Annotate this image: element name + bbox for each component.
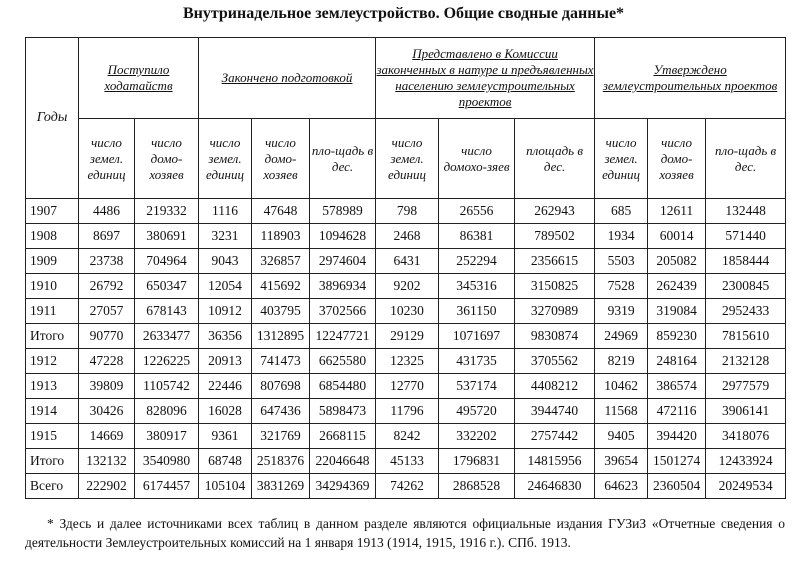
table-cell: 47648	[252, 199, 310, 224]
table-cell: 30426	[79, 399, 135, 424]
table-cell: 47228	[79, 349, 135, 374]
table-cell: 4408212	[515, 374, 595, 399]
table-cell: 647436	[252, 399, 310, 424]
table-cell: 3944740	[515, 399, 595, 424]
row-year-cell: 1914	[26, 399, 79, 424]
table-cell: 39654	[595, 449, 648, 474]
table-cell: 472116	[648, 399, 706, 424]
table-cell: 3150825	[515, 274, 595, 299]
table-cell: 12611	[648, 199, 706, 224]
table-cell: 3702566	[310, 299, 376, 324]
table-row	[26, 199, 786, 224]
table-cell: 2468	[376, 224, 439, 249]
table-cell: 1858444	[706, 249, 786, 274]
header-group-received: Поступило ходатайств	[79, 38, 199, 119]
table-cell: 380691	[135, 224, 199, 249]
table-row	[26, 249, 786, 274]
table-cell: 6431	[376, 249, 439, 274]
table-cell: 1934	[595, 224, 648, 249]
table-cell: 86381	[439, 224, 515, 249]
table-cell: 12433924	[706, 449, 786, 474]
table-cell: 386574	[648, 374, 706, 399]
table-cell: 3231	[199, 224, 252, 249]
header-group-prepared: Закончено подготовкой	[199, 38, 376, 119]
table-cell: 2868528	[439, 474, 515, 499]
subheader: пло-щадь в дес.	[310, 119, 376, 199]
table-cell: 222902	[79, 474, 135, 499]
subheader: пло-щадь в дес.	[706, 119, 786, 199]
row-year-cell: 1912	[26, 349, 79, 374]
table-cell: 8219	[595, 349, 648, 374]
table-cell: 380917	[135, 424, 199, 449]
summary-table	[25, 37, 786, 499]
table-cell: 7815610	[706, 324, 786, 349]
table-cell: 326857	[252, 249, 310, 274]
page-title: Внутринадельное землеустройство. Общие сводные данные*	[182, 5, 625, 22]
table-body	[26, 199, 786, 499]
table-cell: 10230	[376, 299, 439, 324]
table-cell: 252294	[439, 249, 515, 274]
subheader: число земел. единиц	[199, 119, 252, 199]
row-year-cell: Итого	[26, 449, 79, 474]
table-cell: 74262	[376, 474, 439, 499]
table-cell: 60014	[648, 224, 706, 249]
table-cell: 9405	[595, 424, 648, 449]
table-cell: 6174457	[135, 474, 199, 499]
row-year-cell: Всего	[26, 474, 79, 499]
subheader: число земел. единиц	[376, 119, 439, 199]
table-cell: 16028	[199, 399, 252, 424]
table-cell: 828096	[135, 399, 199, 424]
table-cell: 2952433	[706, 299, 786, 324]
table-row	[26, 274, 786, 299]
table-cell: 3705562	[515, 349, 595, 374]
table-cell: 205082	[648, 249, 706, 274]
table-cell: 7528	[595, 274, 648, 299]
table-cell: 12325	[376, 349, 439, 374]
table-cell: 118903	[252, 224, 310, 249]
table-cell: 248164	[648, 349, 706, 374]
table-cell: 14669	[79, 424, 135, 449]
table-cell: 45133	[376, 449, 439, 474]
table-cell: 3540980	[135, 449, 199, 474]
table-cell: 704964	[135, 249, 199, 274]
table-cell: 403795	[252, 299, 310, 324]
table-cell: 24969	[595, 324, 648, 349]
table-cell: 741473	[252, 349, 310, 374]
table-cell: 1312895	[252, 324, 310, 349]
table-cell: 2668115	[310, 424, 376, 449]
table-cell: 319084	[648, 299, 706, 324]
subheader: число домохо-зяев	[439, 119, 515, 199]
table-cell: 321769	[252, 424, 310, 449]
table-cell: 2633477	[135, 324, 199, 349]
table-cell: 537174	[439, 374, 515, 399]
row-year-cell: 1911	[26, 299, 79, 324]
table-cell: 12770	[376, 374, 439, 399]
table-cell: 4486	[79, 199, 135, 224]
table-cell: 1226225	[135, 349, 199, 374]
table-cell: 9043	[199, 249, 252, 274]
table-cell: 431735	[439, 349, 515, 374]
table-cell: 2518376	[252, 449, 310, 474]
table-cell: 394420	[648, 424, 706, 449]
table-cell: 12054	[199, 274, 252, 299]
table-cell: 68748	[199, 449, 252, 474]
table-cell: 6625580	[310, 349, 376, 374]
row-year-cell: 1908	[26, 224, 79, 249]
table-cell: 571440	[706, 224, 786, 249]
table-cell: 24646830	[515, 474, 595, 499]
table-cell: 685	[595, 199, 648, 224]
table-row	[26, 474, 786, 499]
subheader: число домо-хозяев	[135, 119, 199, 199]
table-cell: 859230	[648, 324, 706, 349]
table-cell: 14815956	[515, 449, 595, 474]
header-group-approved: Утверждено землеустроительных проектов	[595, 38, 786, 119]
table-cell: 3831269	[252, 474, 310, 499]
subheader: число земел. единиц	[595, 119, 648, 199]
table-cell: 34294369	[310, 474, 376, 499]
table-cell: 39809	[79, 374, 135, 399]
table-cell: 5503	[595, 249, 648, 274]
header-group-presented: Представлено в Комиссии законченных в натуре и предъявленных населению землеустроительных проектов	[376, 38, 595, 119]
table-cell: 105104	[199, 474, 252, 499]
table-cell: 789502	[515, 224, 595, 249]
subheader: число земел. единиц	[79, 119, 135, 199]
table-cell: 132132	[79, 449, 135, 474]
table-cell: 26792	[79, 274, 135, 299]
table-cell: 23738	[79, 249, 135, 274]
table-cell: 262943	[515, 199, 595, 224]
table-cell: 5898473	[310, 399, 376, 424]
table-row	[26, 424, 786, 449]
table-cell: 1116	[199, 199, 252, 224]
table-cell: 495720	[439, 399, 515, 424]
row-year-cell: 1909	[26, 249, 79, 274]
table-cell: 29129	[376, 324, 439, 349]
table-cell: 332202	[439, 424, 515, 449]
table-cell: 1501274	[648, 449, 706, 474]
table-cell: 8242	[376, 424, 439, 449]
table-cell: 2757442	[515, 424, 595, 449]
table-cell: 8697	[79, 224, 135, 249]
table-cell: 64623	[595, 474, 648, 499]
table-cell: 26556	[439, 199, 515, 224]
table-cell: 90770	[79, 324, 135, 349]
table-cell: 11796	[376, 399, 439, 424]
row-year-cell: 1907	[26, 199, 79, 224]
subheader: число домо-хозяев	[252, 119, 310, 199]
table-cell: 22446	[199, 374, 252, 399]
table-cell: 3270989	[515, 299, 595, 324]
table-cell: 2356615	[515, 249, 595, 274]
table-cell: 12247721	[310, 324, 376, 349]
header-years: Годы	[26, 38, 79, 199]
table-row	[26, 399, 786, 424]
table-cell: 2132128	[706, 349, 786, 374]
table-row	[26, 299, 786, 324]
table-row	[26, 374, 786, 399]
table-cell: 361150	[439, 299, 515, 324]
table-cell: 20913	[199, 349, 252, 374]
table-cell: 219332	[135, 199, 199, 224]
table-cell: 20249534	[706, 474, 786, 499]
table-cell: 678143	[135, 299, 199, 324]
table-cell: 2977579	[706, 374, 786, 399]
table-cell: 10912	[199, 299, 252, 324]
table-cell: 798	[376, 199, 439, 224]
table-cell: 2360504	[648, 474, 706, 499]
table-cell: 1071697	[439, 324, 515, 349]
table-cell: 11568	[595, 399, 648, 424]
table-cell: 132448	[706, 199, 786, 224]
table-cell: 807698	[252, 374, 310, 399]
table-cell: 9319	[595, 299, 648, 324]
table-cell: 1796831	[439, 449, 515, 474]
table-cell: 10462	[595, 374, 648, 399]
table-row	[26, 449, 786, 474]
row-year-cell: 1915	[26, 424, 79, 449]
table-cell: 9202	[376, 274, 439, 299]
row-year-cell: 1910	[26, 274, 79, 299]
table-cell: 9361	[199, 424, 252, 449]
table-cell: 1105742	[135, 374, 199, 399]
table-cell: 2974604	[310, 249, 376, 274]
table-cell: 345316	[439, 274, 515, 299]
table-cell: 6854480	[310, 374, 376, 399]
row-year-cell: 1913	[26, 374, 79, 399]
table-cell: 262439	[648, 274, 706, 299]
table-cell: 415692	[252, 274, 310, 299]
table-cell: 3418076	[706, 424, 786, 449]
subheader: число домо-хозяев	[648, 119, 706, 199]
table-cell: 1094628	[310, 224, 376, 249]
table-cell: 2300845	[706, 274, 786, 299]
table-cell: 3896934	[310, 274, 376, 299]
table-cell: 27057	[79, 299, 135, 324]
table-row	[26, 324, 786, 349]
subheader: площадь в дес.	[515, 119, 595, 199]
table-cell: 22046648	[310, 449, 376, 474]
table-row	[26, 224, 786, 249]
table-cell: 9830874	[515, 324, 595, 349]
table-row	[26, 349, 786, 374]
footnote: * Здесь и далее источниками всех таблиц в данном разделе являются официальные издания ГУЗиЗ «Отчетные сведения о деятельности Землеустроительных комиссий на 1 января 1913 (1914, 1915, 1916 г.). СПб. 1913.	[25, 516, 785, 550]
table-cell: 36356	[199, 324, 252, 349]
table-cell: 650347	[135, 274, 199, 299]
table-cell: 3906141	[706, 399, 786, 424]
row-year-cell: Итого	[26, 324, 79, 349]
table-cell: 578989	[310, 199, 376, 224]
